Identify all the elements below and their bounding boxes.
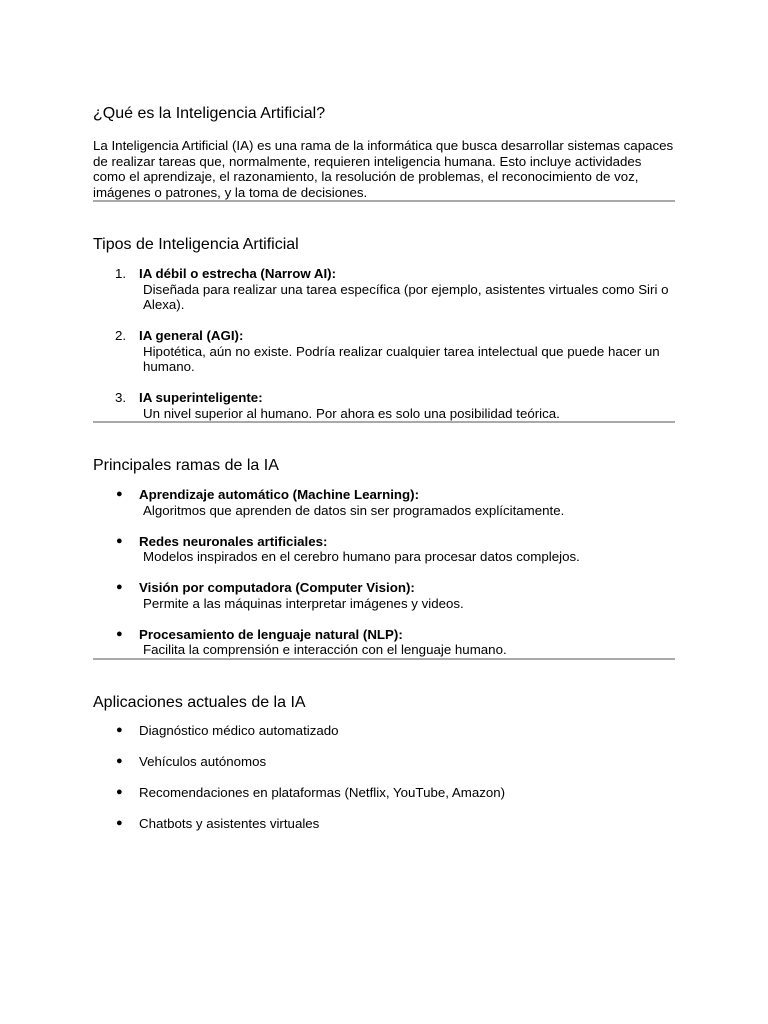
ai-application-item bbox=[93, 754, 675, 770]
bullet-icon: ● bbox=[116, 723, 123, 736]
ai-branch-description: Modelos inspirados en el cerebro humano para procesar datos complejos. bbox=[143, 549, 580, 564]
ai-types-list bbox=[93, 266, 675, 421]
ai-applications-list bbox=[93, 723, 675, 832]
list-number: 3. bbox=[115, 390, 127, 405]
ai-branch-item bbox=[93, 534, 675, 565]
ai-application-text: Recomendaciones en plataformas (Netflix, YouTube, Amazon) bbox=[139, 784, 506, 800]
section-title-what-is-ai: ¿Qué es la Inteligencia Artificial? bbox=[93, 105, 326, 122]
ai-branches-list bbox=[93, 487, 675, 658]
ai-application-item bbox=[93, 785, 675, 801]
list-number: 2. bbox=[115, 328, 127, 343]
document-page bbox=[93, 104, 675, 831]
ai-branch-title: Redes neuronales artificiales: bbox=[139, 533, 328, 549]
ai-branch-title: Procesamiento de lenguaje natural (NLP): bbox=[139, 626, 403, 642]
section-divider bbox=[93, 421, 675, 423]
ai-type-title: IA superinteligente: bbox=[139, 390, 263, 405]
ai-application-text: Chatbots y asistentes virtuales bbox=[139, 815, 320, 831]
section-title-ai-applications: Aplicaciones actuales de la IA bbox=[93, 693, 306, 711]
bullet-icon: ● bbox=[116, 627, 123, 640]
bullet-icon: ● bbox=[116, 816, 123, 829]
ai-branch-description: Permite a las máquinas interpretar imágenes y videos. bbox=[143, 595, 464, 611]
ai-type-item bbox=[93, 266, 675, 313]
bullet-icon: ● bbox=[116, 785, 123, 798]
section-divider bbox=[93, 200, 675, 202]
ai-branch-item bbox=[93, 487, 675, 518]
ai-type-description: Hipotética, aún no existe. Podría realizar cualquier tarea intelectual que puede hacer un humano. bbox=[143, 343, 660, 374]
ai-branch-title: Aprendizaje automático (Machine Learning): bbox=[139, 487, 420, 502]
ai-application-item bbox=[93, 816, 675, 832]
list-number: 1. bbox=[115, 266, 127, 281]
section-divider bbox=[93, 658, 675, 660]
ai-type-item bbox=[93, 390, 675, 421]
ai-branch-item bbox=[93, 580, 675, 611]
ai-branch-item bbox=[93, 627, 675, 658]
section-title-ai-branches: Principales ramas de la IA bbox=[93, 457, 279, 474]
ai-type-item bbox=[93, 328, 675, 375]
ai-branch-description: Algoritmos que aprenden de datos sin ser programados explícitamente. bbox=[143, 502, 565, 518]
ai-branch-description: Facilita la comprensión e interacción con el lenguaje humano. bbox=[143, 642, 507, 657]
intro-paragraph: La Inteligencia Artificial (IA) es una rama de la informática que busca desarrollar sistemas capaces de realizar tareas que, normalmente, requieren inteligencia humana. Esto incluye actividades como el aprendizaje, el razonamiento, la resolución de problemas, el reconocimiento de voz, imágenes o patrones, y la toma de decisiones. bbox=[93, 138, 674, 200]
bullet-icon: ● bbox=[116, 581, 123, 593]
ai-type-description: Diseñada para realizar una tarea específica (por ejemplo, asistentes virtuales como Siri o Alexa). bbox=[143, 281, 669, 312]
ai-branch-title: Visión por computadora (Computer Vision): bbox=[139, 580, 415, 595]
ai-type-title: IA débil o estrecha (Narrow AI): bbox=[139, 266, 337, 281]
bullet-icon: ● bbox=[116, 488, 123, 500]
bullet-icon: ● bbox=[116, 534, 123, 547]
ai-type-title: IA general (AGI): bbox=[139, 328, 244, 343]
ai-application-text: Vehículos autónomos bbox=[139, 753, 267, 769]
ai-application-text: Diagnóstico médico automatizado bbox=[139, 722, 339, 738]
section-title-ai-types: Tipos de Inteligencia Artificial bbox=[93, 236, 299, 253]
bullet-icon: ● bbox=[116, 754, 123, 767]
ai-type-description: Un nivel superior al humano. Por ahora es solo una posibilidad teórica. bbox=[143, 405, 560, 421]
ai-application-item bbox=[93, 723, 675, 739]
